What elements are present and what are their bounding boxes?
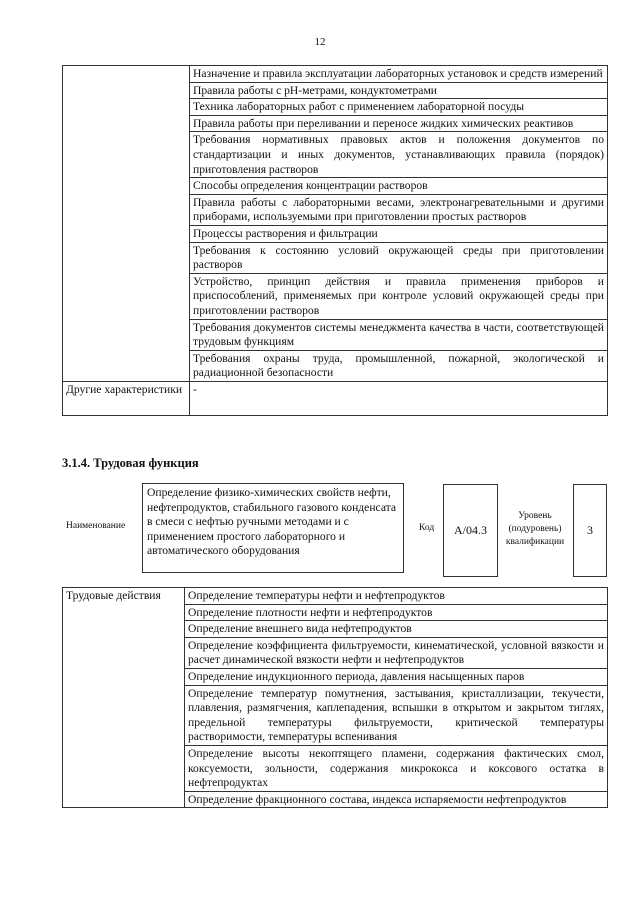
labor-action-item: Определение температур помутнения, застывания, кристаллизации, текучести, плавления, размягчения, каплепадения, вспышки в открытом и закрытом тиглях, предельной температуры фильтруемости, критической температуры растворимости, температуры вспенивания — [185, 685, 608, 745]
labor-action-item: Определение плотности нефти и нефтепродуктов — [185, 604, 608, 621]
labor-actions-table — [62, 587, 608, 808]
knowledge-item: Правила работы при переливании и переносе жидких химических реактивов — [190, 115, 608, 132]
other-characteristics-value: - — [190, 381, 608, 415]
page-number: 12 — [314, 36, 326, 48]
labor-action-item: Определение коэффициента фильтруемости, кинематической, условной вязкости и расчет динамической вязкости нефти и нефтепродуктов — [185, 637, 608, 668]
labor-action-item: Определение фракционного состава, индекса испаряемости нефтепродуктов — [185, 791, 608, 808]
section-heading: 3.1.4. Трудовая функция — [62, 456, 199, 470]
labor-actions-label: Трудовые действия — [63, 588, 185, 808]
knowledge-item: Техника лабораторных работ с применением лабораторной посуды — [190, 99, 608, 116]
labor-action-item: Определение индукционного периода, давления насыщенных паров — [185, 668, 608, 685]
knowledge-item: Назначение и правила эксплуатации лабораторных установок и средств измерений — [190, 66, 608, 83]
empty-label-cell — [63, 66, 190, 382]
knowledge-item: Требования документов системы менеджмента качества в части, соответствующей трудовым функциям — [190, 319, 608, 350]
function-name-box: Определение физико-химических свойств нефти, нефтепродуктов, стабильного газового конденсата в смеси с нефтью ручными методами и с применением простого лабораторного и автоматического оборудования — [142, 483, 404, 573]
other-characteristics-label: Другие характеристики — [63, 381, 190, 415]
knowledge-item: Правила работы с pH-метрами, кондуктометрами — [190, 82, 608, 99]
knowledge-item: Устройство, принцип действия и правила применения приборов и приспособлений, применяемых при контроле условий окружающей среды при приготовлении растворов — [190, 273, 608, 319]
knowledge-item: Требования к состоянию условий окружающей среды при приготовлении растворов — [190, 242, 608, 273]
code-label: Код — [419, 523, 435, 533]
knowledge-item: Процессы растворения и фильтрации — [190, 225, 608, 242]
labor-action-item: Определение внешнего вида нефтепродуктов — [185, 621, 608, 638]
knowledge-item: Способы определения концентрации растворов — [190, 178, 608, 195]
labor-action-item: Определение температуры нефти и нефтепродуктов — [185, 588, 608, 605]
code-box: A/04.3 — [443, 484, 498, 577]
level-box: 3 — [573, 484, 607, 577]
level-label: Уровень (подуровень) квалификации — [505, 511, 565, 547]
knowledge-item: Правила работы с лабораторными весами, электронагревательными и другими приборами, используемыми при приготовлении простых растворов — [190, 194, 608, 225]
name-label: Наименование — [66, 521, 126, 531]
knowledge-table — [62, 65, 608, 416]
knowledge-item: Требования нормативных правовых актов и положения документов по стандартизации и иных документов, устанавливающих правила (порядок) приготовления растворов — [190, 132, 608, 178]
knowledge-item: Требования охраны труда, промышленной, пожарной, экологической и радиационной безопасности — [190, 350, 608, 381]
labor-action-item: Определение высоты некоптящего пламени, содержания фактических смол, коксуемости, зольности, содержания микрококса и коксового остатка в нефтепродуктах — [185, 745, 608, 791]
